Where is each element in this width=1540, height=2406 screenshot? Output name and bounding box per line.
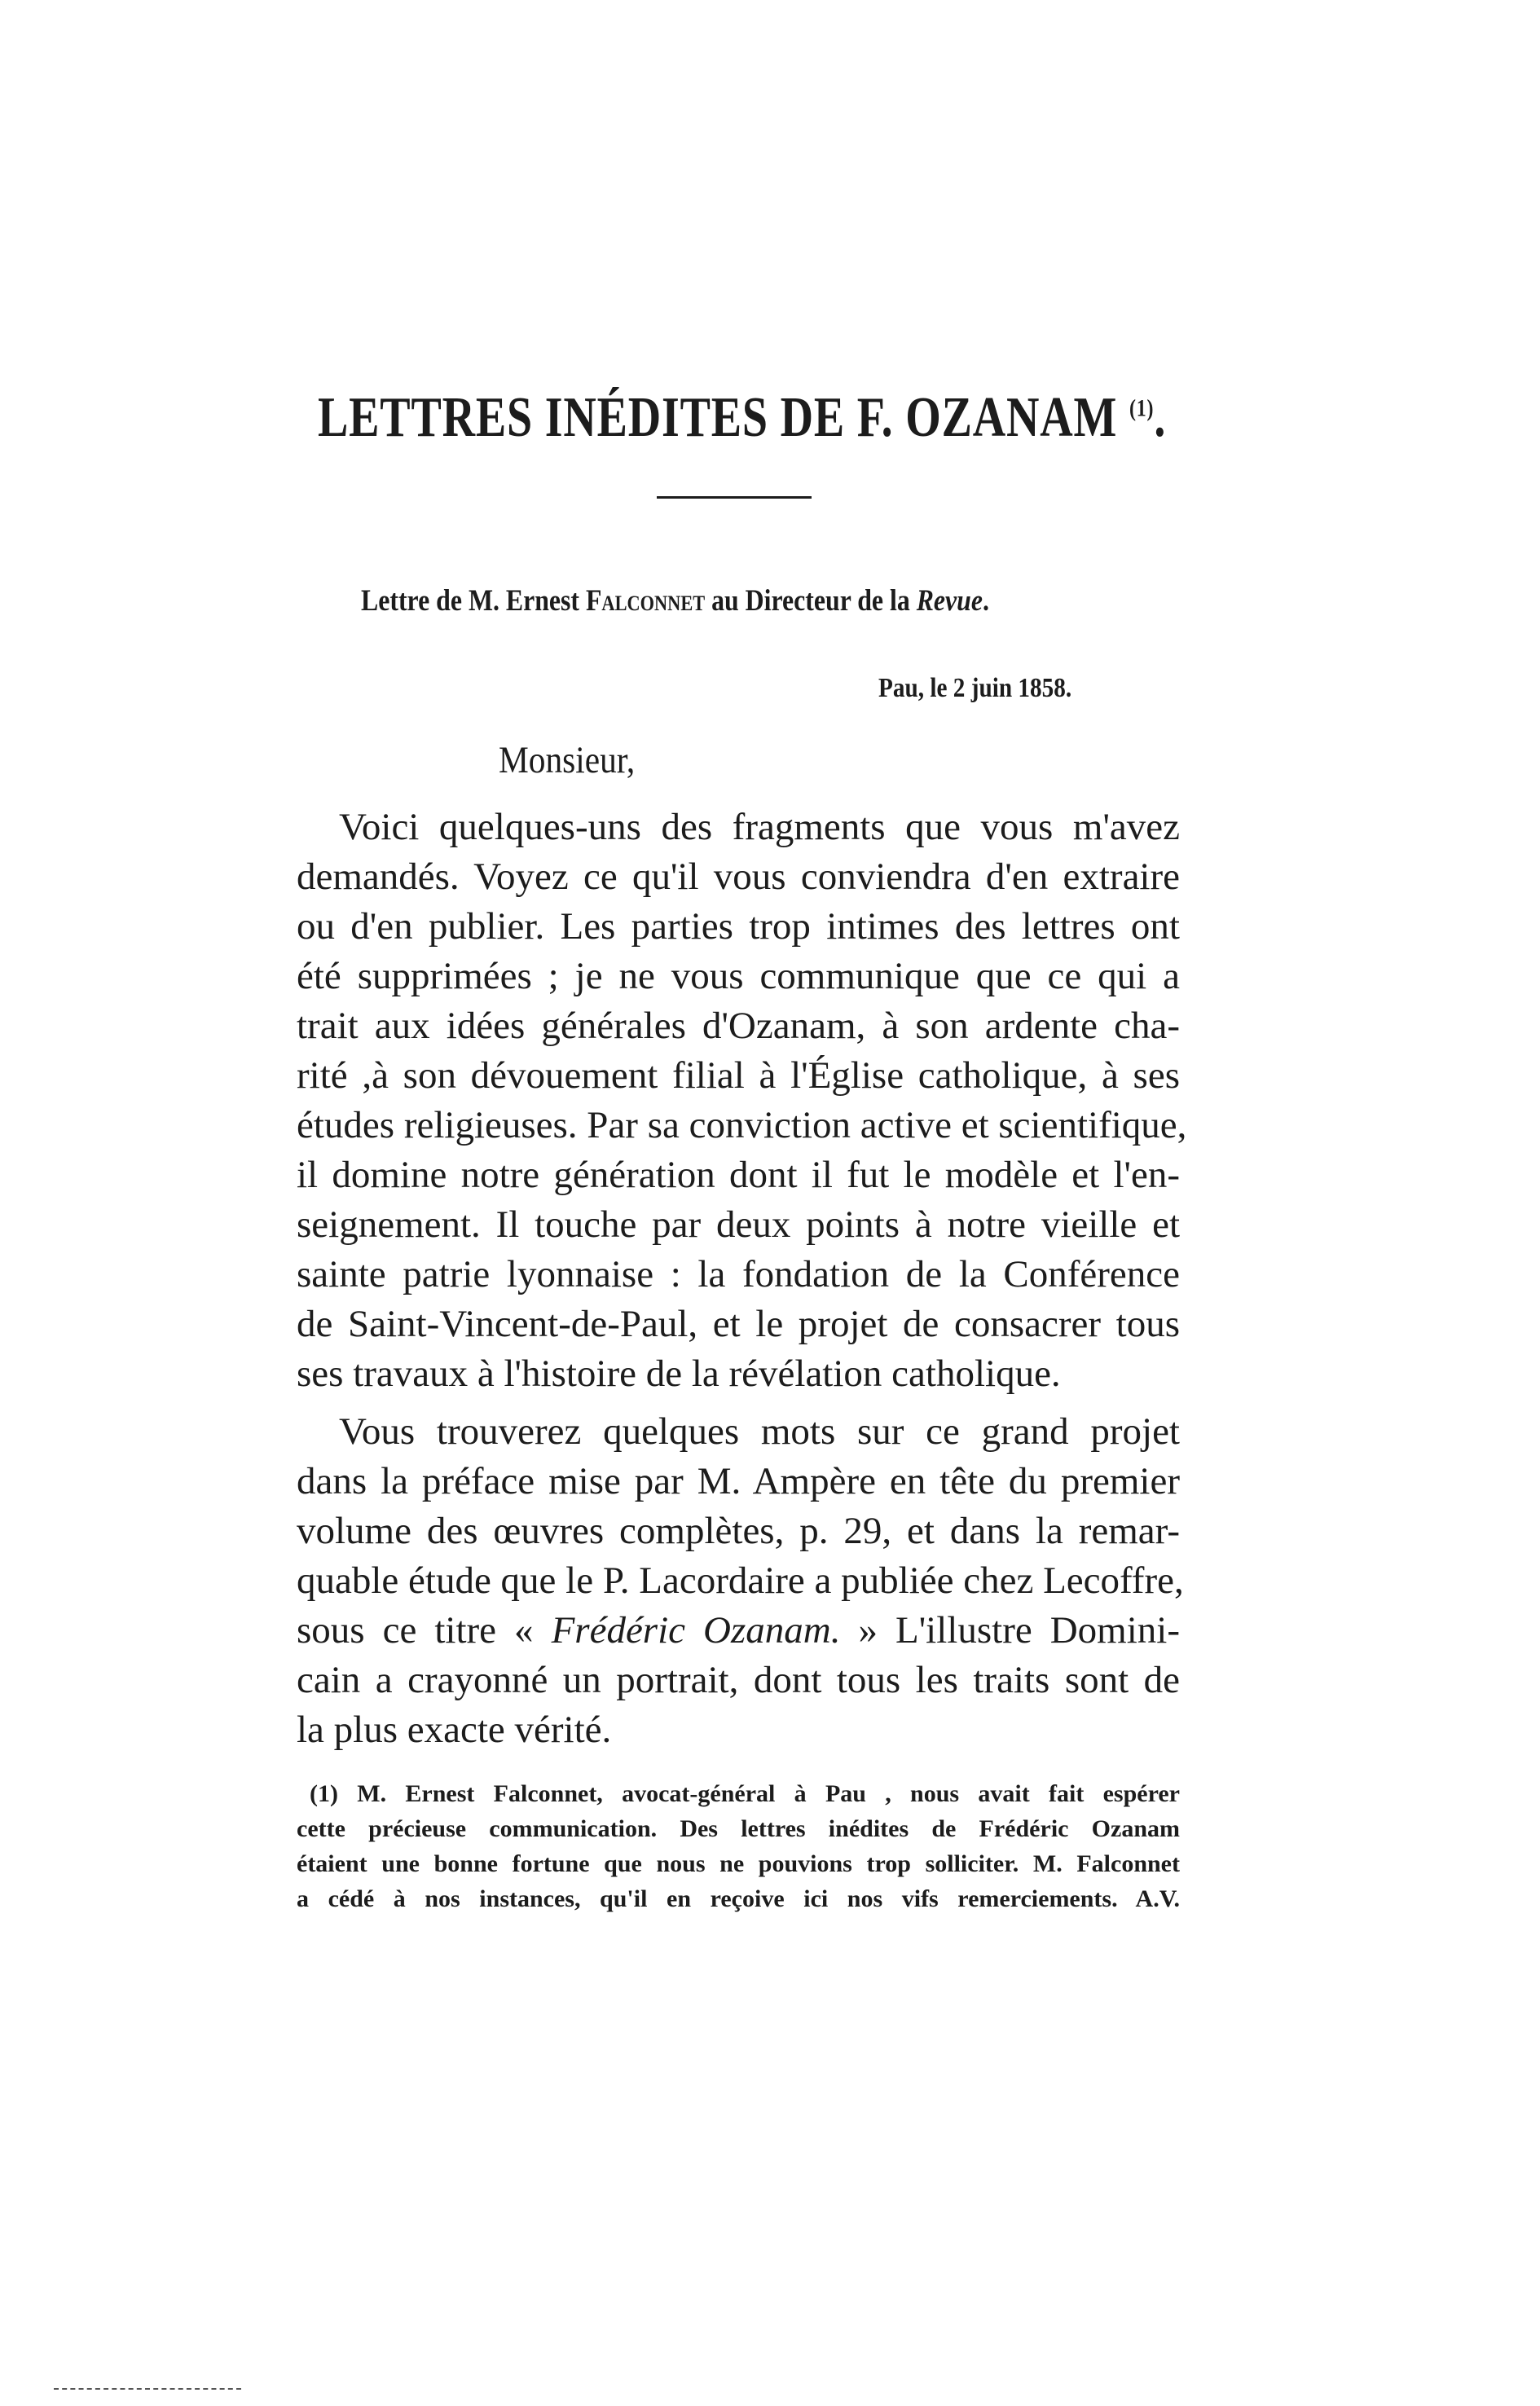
title-footnote-marker: (1) — [1129, 394, 1155, 422]
text-fragment: » L'illustre Domini- — [840, 1609, 1180, 1652]
text-line: études religieuses. Par sa conviction active et scientifique, — [297, 1104, 1187, 1146]
title-period: . — [1154, 386, 1167, 449]
text-line: rité ,à son dévouement filial à l'Église catholique, à ses — [297, 1054, 1180, 1097]
letter-salutation: Monsieur, — [499, 739, 636, 781]
text-line: ou d'en publier. Les parties trop intimes des lettres ont — [297, 905, 1180, 948]
letter-heading — [361, 583, 989, 618]
text-line: demandés. Voyez ce qu'il vous conviendra d'en extraire — [297, 856, 1180, 898]
text-line: cain a crayonné un portrait, dont tous les traits sont de — [297, 1659, 1180, 1701]
title-divider — [657, 496, 812, 499]
text-line: volume des œuvres complètes, p. 29, et dans la remar- — [297, 1510, 1180, 1552]
letter-heading-mid: au Directeur de la — [705, 584, 917, 618]
paragraph-1 — [297, 803, 1187, 1399]
text-line: la plus exacte vérité. — [297, 1709, 612, 1751]
page-title — [318, 386, 1167, 449]
text-line — [297, 1606, 1180, 1656]
text-line: été supprimées ; je ne vous communique que ce qui a — [297, 955, 1180, 997]
text-fragment: sous ce titre « — [297, 1609, 552, 1652]
text-line: Vous trouverez quelques mots sur ce grand projet — [339, 1410, 1180, 1453]
text-line: de Saint-Vincent-de-Paul, et le projet de consacrer tous — [297, 1303, 1180, 1345]
footnote-line: a cédé à nos instances, qu'il en reçoive ici nos vifs remerciements. A.V. — [297, 1885, 1180, 1912]
text-line: trait aux idées générales d'Ozanam, à son ardente cha- — [297, 1005, 1180, 1047]
text-line: seignement. Il touche par deux points à notre vieille et — [297, 1203, 1180, 1246]
footnote-line: cette précieuse communication. Des lettres inédites de Frédéric Ozanam — [297, 1815, 1180, 1842]
text-line: dans la préface mise par M. Ampère en tête du premier — [297, 1460, 1180, 1502]
text-line: Voici quelques-uns des fragments que vous m'avez — [339, 806, 1180, 848]
letter-dateline: Pau, le 2 juin 1858. — [878, 673, 1072, 703]
text-line: ses travaux à l'histoire de la révélation catholique. — [297, 1353, 1061, 1395]
footnote-line: étaient une bonne fortune que nous ne pouvions trop solliciter. M. Falconnet — [297, 1850, 1180, 1877]
text-line: sainte patrie lyonnaise : la fondation de la Conférence — [297, 1253, 1180, 1295]
letter-author-name: Falconnet — [585, 584, 706, 618]
text-line: quable étude que le P. Lacordaire a publiée chez Lecoffre, — [297, 1559, 1184, 1602]
letter-heading-end: . — [982, 584, 989, 618]
title-text: LETTRES INÉDITES DE F. OZANAM — [318, 386, 1118, 449]
journal-name: Revue — [916, 584, 983, 618]
paragraph-2 — [297, 1407, 1184, 1755]
book-title: Frédéric Ozanam. — [551, 1609, 841, 1652]
footnote-line: (1) M. Ernest Falconnet, avocat-général à Pau , nous avait fait espérer — [310, 1780, 1180, 1807]
footnote — [297, 1776, 1180, 1916]
letter-body — [297, 803, 1187, 1755]
text-line: il domine notre génération dont il fut le modèle et l'en- — [297, 1154, 1180, 1196]
scan-edge-mark — [54, 2388, 241, 2390]
paragraph-gap — [297, 1399, 1180, 1407]
letter-heading-pre: Lettre de M. Ernest — [361, 584, 586, 618]
